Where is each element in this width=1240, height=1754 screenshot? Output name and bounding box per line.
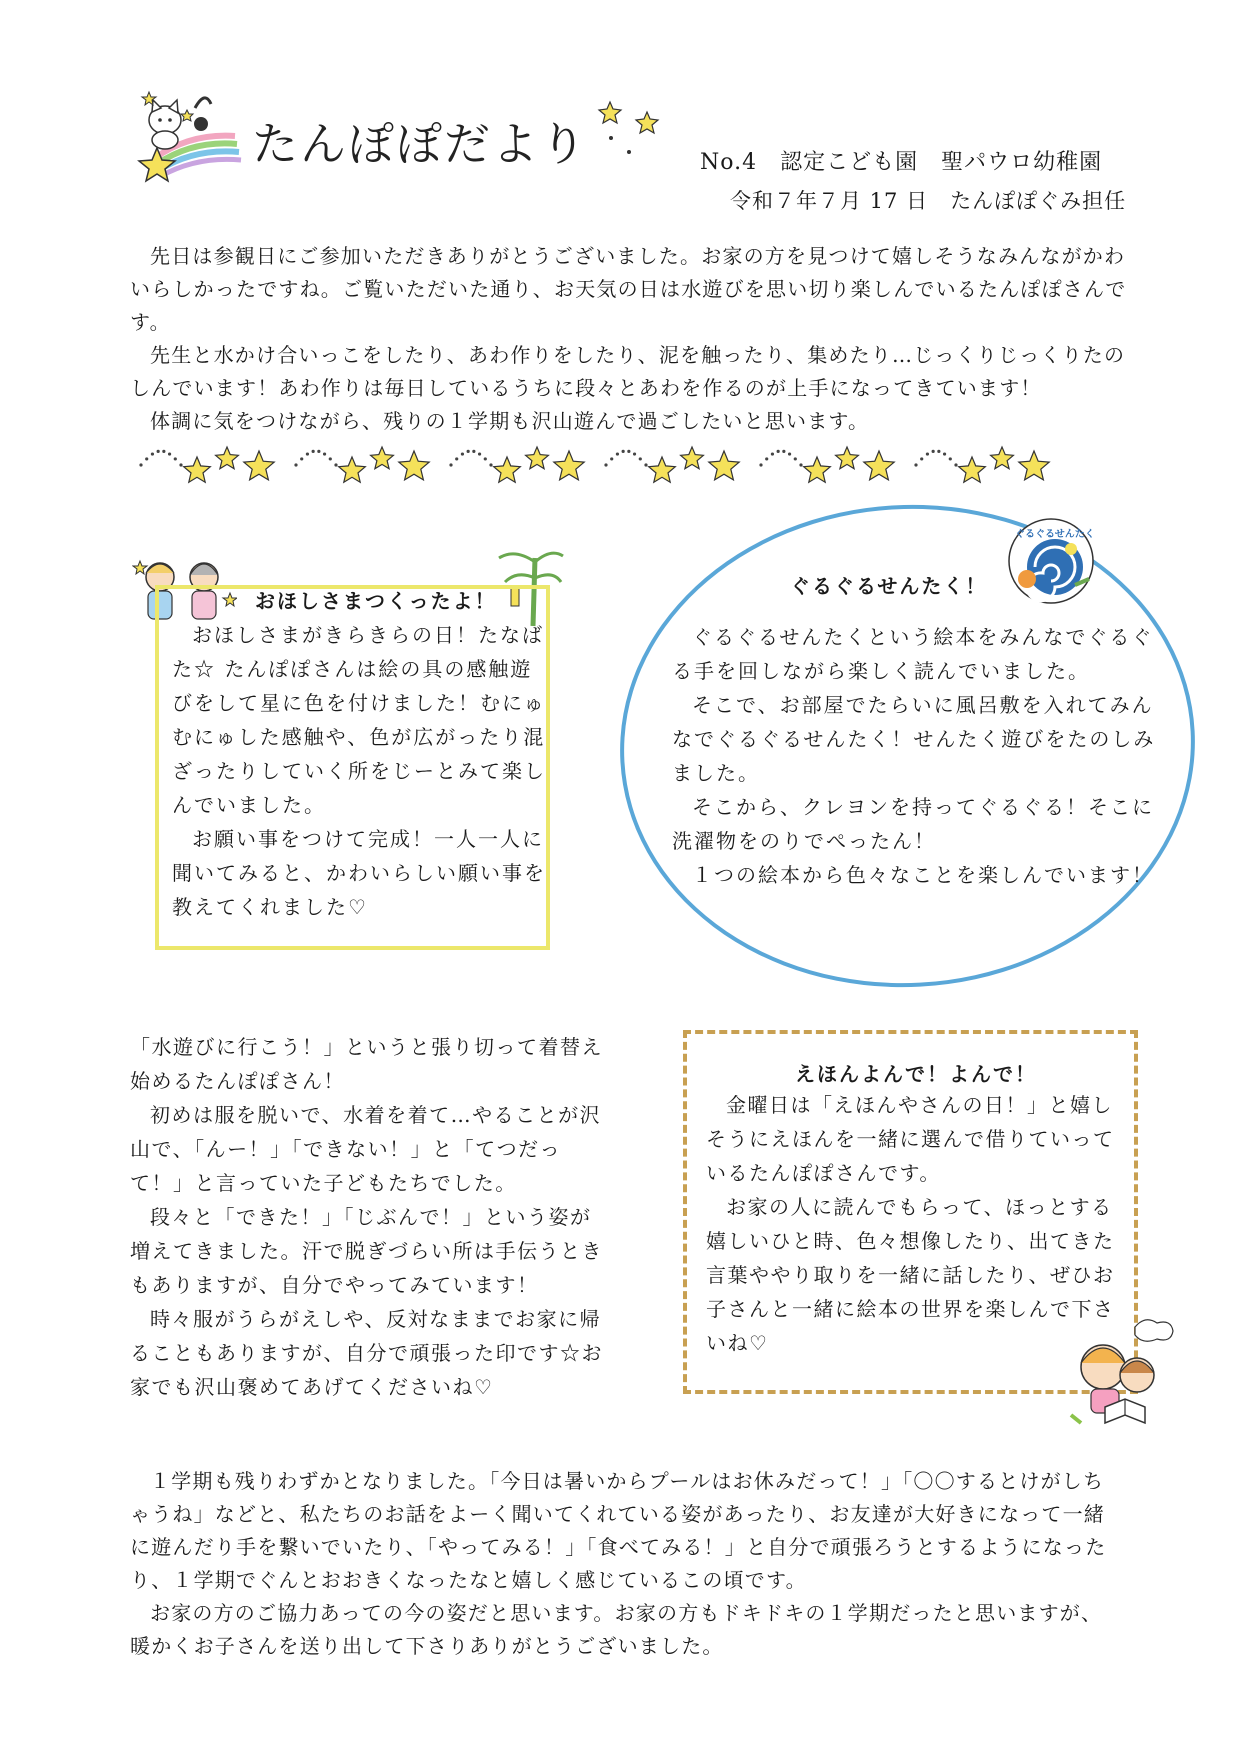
circle-body [672, 620, 1162, 892]
garland-dot [323, 452, 326, 455]
water-paragraph: 時々服がうらがえしや、反対なままでお家に帰ることもありますが、自分で頑張った印です☆お家でも沢山褒めてあげてくださいね♡ [130, 1307, 603, 1399]
garland-star-icon [681, 447, 704, 469]
closing-paragraph: １学期も残りわずかとなりました。「今日は暑いからプールはお休みだって！」「〇〇するとけがしちゃうね」などと、私たちのお話をよーく聞いてくれている姿があったり、お友達が大好きになって一緒に遊んだり手を繋いでいたり、「やってみる！」「食べてみる！」と自分で頑張ろうとするようになったり、１学期でぐんとおおきくなったなと嬉しく感じているこの頃です。 [130, 1469, 1107, 1592]
garland-dot [317, 450, 320, 453]
garland-dot [489, 463, 492, 466]
circle-paragraph: そこで、お部屋でたらいに風呂敷を入れてみんなでぐるぐるせんたく！せんたく遊びをたのしみました。 [672, 693, 1156, 785]
star-box-title: おほしさまつくったよ！ [255, 589, 497, 613]
garland-dot [294, 463, 297, 466]
garland-dot [782, 450, 785, 453]
book-box-body [706, 1088, 1121, 1360]
garland-dot [771, 452, 774, 455]
garland-dot [151, 452, 154, 455]
garland-dot [622, 450, 625, 453]
garland-dot [455, 457, 458, 460]
garland-star-icon [184, 457, 211, 482]
garland-star-icon [216, 447, 239, 469]
garland-dot [937, 450, 940, 453]
garland-dot [312, 450, 315, 453]
garland-dot [794, 457, 797, 460]
closing-paragraph: お家の方のご協力あっての今の姿だと思います。お家の方もドキドキの１学期だったと思いますが、暖かくお子さんを送り出して下さりありがとうございました。 [130, 1601, 1103, 1658]
garland-dot [949, 457, 952, 460]
garland-dot [604, 463, 607, 466]
garland-dot [478, 452, 481, 455]
newsletter-title: たんぽぽだより [252, 117, 588, 171]
circle-paragraph: １つの絵本から色々なことを楽しんでいます！ [692, 863, 1154, 887]
garland-dot [788, 452, 791, 455]
garland-dot [300, 457, 303, 460]
garland-star-icon [526, 447, 549, 469]
garland-dot [168, 452, 171, 455]
garland-dot [162, 450, 165, 453]
garland-dot [616, 452, 619, 455]
garland-star-icon [494, 457, 521, 482]
garland-dot [334, 463, 337, 466]
garland-star-icon [991, 447, 1014, 469]
garland-star-icon [554, 451, 584, 480]
garland-dot [306, 452, 309, 455]
garland-dot [765, 457, 768, 460]
book-box-paragraph: お家の人に読んでもらって、ほっとする嬉しいひと時、色々想像したり、出てきた言葉ややり取りを一緒に話したり、ぜひお子さんと一緒に絵本の世界を楽しんで下さいね♡ [706, 1195, 1115, 1355]
garland-star-icon [864, 451, 894, 480]
water-paragraph: 「水遊びに行こう！」というと張り切って着替え始めるたんぽぽさん！ [130, 1035, 603, 1093]
issue-line: No.4 認定こども園 聖パウロ幼稚園 [700, 150, 1103, 175]
garland-star-icon [339, 457, 366, 482]
garland-dot [461, 452, 464, 455]
star-box-paragraph: お願い事をつけて完成！一人一人に聞いてみると、かわいらしい願い事を教えてくれました♡ [172, 827, 546, 919]
book-box-title: えほんよんで！よんで！ [795, 1062, 1037, 1086]
intro-paragraph: 先日は参観日にご参加いただきありがとうございました。お家の方を見つけて嬉しそうなみんながかわいらしかったですね。ご覧いただいた通り、お天気の日は水遊びを思い切り楽しんでいるたんぽぽさんです。 [130, 244, 1127, 334]
garland-dot [639, 457, 642, 460]
garland-dot [157, 450, 160, 453]
garland-dot [799, 463, 802, 466]
sparkle-stars-icon [595, 100, 665, 160]
garland-dot [920, 457, 923, 460]
garland-star-icon [804, 457, 831, 482]
garland-dot [644, 463, 647, 466]
garland-dot [759, 463, 762, 466]
garland-dot [926, 452, 929, 455]
garland-dot [932, 450, 935, 453]
garland-star-icon [709, 451, 739, 480]
intro-paragraph: 先生と水かけ合いっこをしたり、あわ作りをしたり、泥を触ったり、集めたり…じっくりじっくりたのしんでいます！あわ作りは毎日しているうちに段々とあわを作るのが上手になってきています！ [130, 343, 1126, 400]
closing-section [130, 1465, 1120, 1663]
laundry-badge-text: ぐるぐるせんたく [1015, 529, 1095, 540]
garland-dot [467, 450, 470, 453]
garland-dot [633, 452, 636, 455]
garland-star-icon [244, 451, 274, 480]
laundry-badge-icon [1005, 515, 1097, 607]
garland-dot [914, 463, 917, 466]
garland-dot [145, 457, 148, 460]
date-line: 令和７年７月 17 日 たんぽぽぐみ担任 [730, 189, 1127, 213]
circle-paragraph: そこから、クレヨンを持ってぐるぐる！そこに洗濯物をのりでぺったん！ [672, 795, 1154, 853]
garland-star-icon [959, 457, 986, 482]
circle-title: ぐるぐるせんたく！ [790, 574, 988, 598]
garland-dot [472, 450, 475, 453]
garland-star-icon [399, 451, 429, 480]
garland-dot [610, 457, 613, 460]
water-play-section [130, 1030, 610, 1404]
garland-star-icon [649, 457, 676, 482]
star-box-body [172, 618, 552, 924]
garland-star-icon [1019, 451, 1049, 480]
cat-star-illustration [135, 88, 245, 183]
garland-dot [627, 450, 630, 453]
garland-dot [329, 457, 332, 460]
garland-dot [954, 463, 957, 466]
circle-paragraph: ぐるぐるせんたくという絵本をみんなでぐるぐる手を回しながら楽しく読んでいました。 [672, 625, 1154, 683]
garland-dot [777, 450, 780, 453]
star-box-paragraph: おほしさまがきらきらの日！たなばた☆ たんぽぽさんは絵の具の感触遊びをして星に色を付けました！むにゅむにゅした感触や、色が広がったり混ざったりしていく所をじーとみて楽しんでいました。 [172, 623, 546, 817]
garland-star-icon [836, 447, 859, 469]
intro-paragraph: 体調に気をつけながら、残りの１学期も沢山遊んで過ごしたいと思います。 [150, 409, 870, 433]
garland-dot [484, 457, 487, 460]
garland-dot [174, 457, 177, 460]
garland-dot [449, 463, 452, 466]
garland-dot [179, 463, 182, 466]
intro-section [130, 240, 1130, 438]
garland-dot [943, 452, 946, 455]
water-paragraph: 初めは服を脱いで、水着を着て…やることが沢山で、「んー！」「できない！」と「てつだって！」と言っていた子どもたちでした。 [130, 1103, 602, 1195]
star-garland-divider [135, 435, 1105, 495]
water-paragraph: 段々と「できた！」「じぶんで！」という姿が増えてきました。汗で脱ぎづらい所は手伝うときもありますが、自分でやってみています！ [130, 1205, 603, 1297]
garland-star-icon [371, 447, 394, 469]
garland-dot [139, 463, 142, 466]
reading-children-illustration [1065, 1315, 1185, 1430]
book-box-paragraph: 金曜日は「えほんやさんの日！」と嬉しそうにえほんを一緒に選んで借りていっているたんぽぽさんです。 [706, 1093, 1115, 1185]
